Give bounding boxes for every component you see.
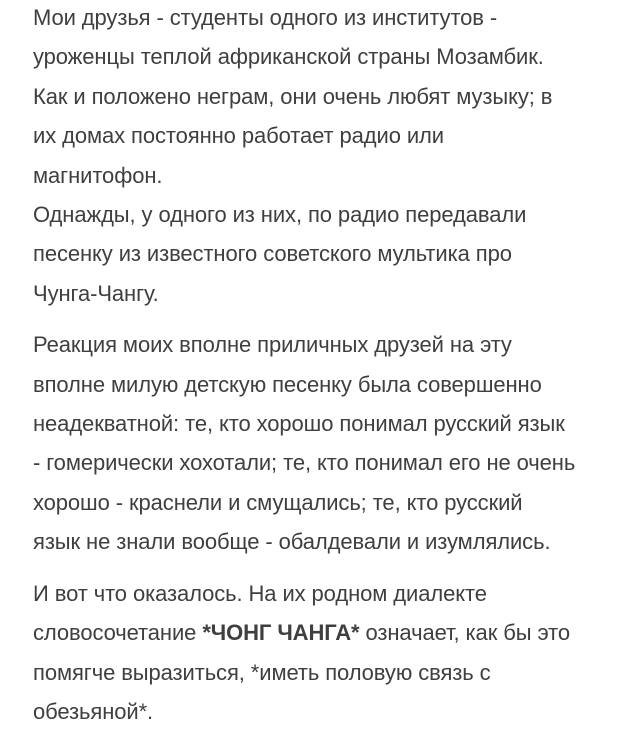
paragraph-friends-reaction: [33, 325, 618, 561]
text-line: их домах постоянно работает радио или: [33, 123, 444, 149]
bold-phrase: *ЧОНГ ЧАНГА*: [202, 620, 360, 646]
text-line: песенку из известного советского мультика про: [33, 241, 512, 267]
text-line: - гомерически хохотали; те, кто понимал его не очень: [33, 450, 576, 476]
text-line: вполне милую детскую песенку была совершенно: [33, 371, 542, 397]
text-line: обезьяной*.: [33, 698, 154, 724]
text-line: Мои друзья - студенты одного из институтов -: [33, 5, 498, 30]
text-line: уроженцы теплой африканской страны Мозамбик.: [33, 44, 544, 70]
text-line: Как и положено неграм, они очень любят музыку; в: [33, 83, 553, 109]
text-line: Реакция моих вполне приличных друзей на эту: [33, 332, 512, 358]
text-segment: означает, как бы это: [359, 620, 570, 646]
text-line: язык не знали вообще - обалдевали и изумлялись.: [33, 529, 551, 555]
text-line: Чунга-Чангу.: [33, 280, 159, 306]
text-line: хорошо - краснели и смущались; те, кто русский: [33, 489, 523, 515]
text-line: помягче выразиться, *иметь половую связь с: [33, 659, 491, 685]
text-line: Однажды, у одного из них, по радио передавали: [33, 202, 527, 228]
paragraph-mozambique-friends: [33, 0, 618, 313]
text-line: магнитофон.: [33, 162, 163, 188]
paragraph-explanation: [33, 574, 618, 732]
text-segment: словосочетание: [33, 620, 203, 646]
text-line: И вот что оказалось. На их родном диалекте: [33, 580, 487, 606]
text-line: неадекватной: те, кто хорошо понимал русский язык: [33, 411, 565, 437]
